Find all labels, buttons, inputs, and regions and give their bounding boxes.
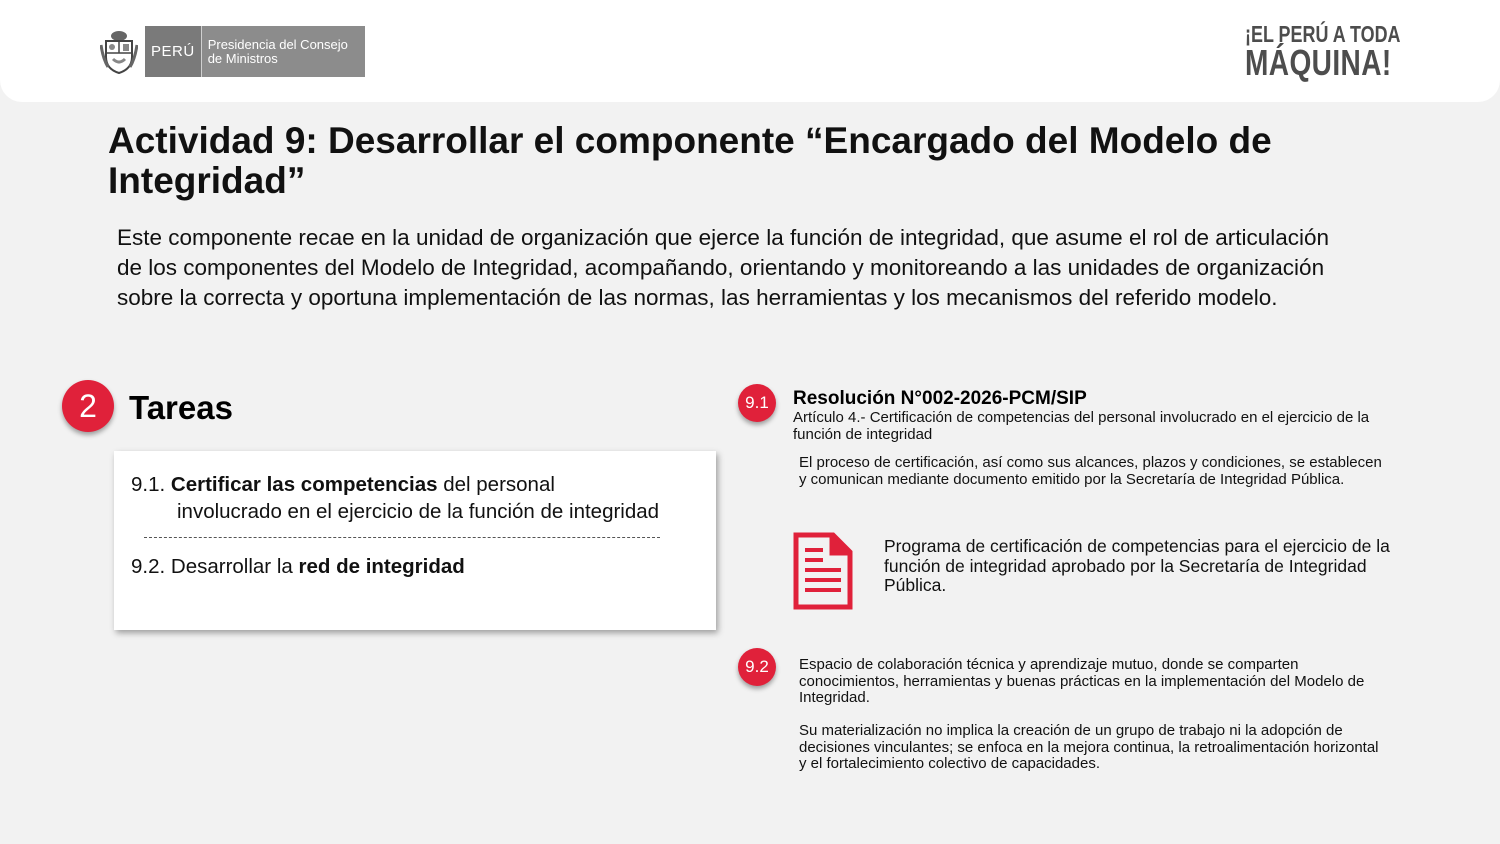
network-materialization: Su materialización no implica la creación de un grupo de trabajo ni la adopción de decisiones vinculantes; se enfoca en la mejora continua, la retroalimentación horizontal y el fortalecimiento colectivo de capacidades. — [799, 722, 1379, 772]
resolution-article: Artículo 4.- Certificación de competencias del personal involucrado en el ejercicio de la función de integridad — [793, 409, 1370, 443]
dashed-divider — [144, 537, 660, 538]
slogan — [1245, 21, 1401, 83]
task-rest: del personal — [437, 473, 555, 496]
resolution-title: Resolución N°002-2026-PCM/SIP — [793, 388, 1087, 409]
network-description: Espacio de colaboración técnica y aprendizaje mutuo, donde se comparten conocimientos, herramientas y buenas prácticas en la implementación del Modelo de Integridad. — [799, 656, 1365, 706]
section-number-badge: 2 — [62, 380, 114, 432]
task-item-9-1 — [131, 471, 711, 525]
badge-9-2: 9.2 — [738, 648, 776, 686]
page-title: Actividad 9: Desarrollar el componente “Encargado del Modelo de Integridad” — [108, 120, 1272, 201]
badge-9-1: 9.1 — [738, 384, 776, 422]
task-line-2: involucrado en el ejercicio de la función de integridad — [177, 500, 660, 523]
institution-label: Presidencia del Consejo de Ministros — [207, 36, 348, 66]
logo-banner — [145, 26, 365, 77]
task-bold: Certificar las competencias — [170, 473, 438, 496]
slogan-line-2: MÁQUINA! — [1245, 42, 1392, 83]
tasks-heading: Tareas — [129, 389, 233, 426]
certification-program-text: Programa de certificación de competencias para el ejercicio de la función de integridad aprobado por la Secretaría de Integridad Pública. — [884, 536, 1390, 595]
coat-of-arms-icon — [100, 29, 138, 75]
task-bold: red de integridad — [298, 555, 465, 578]
certification-process-text: El proceso de certificación, así como sus alcances, plazos y condiciones, se establecen y comunican mediante documento emitido por la Secretaría de Integridad Pública. — [799, 454, 1382, 488]
country-label: PERÚ — [145, 26, 202, 77]
slogan-line-1: ¡EL PERÚ A TODA — [1245, 21, 1401, 47]
document-icon — [793, 532, 853, 610]
intro-paragraph: Este componente recae en la unidad de organización que ejerce la función de integridad, que asume el rol de articulación de los componentes del Modelo de Integridad, acompañando, orientando y monitoreando a las unidades de organización sobre la correcta y oportuna implementación de las normas, las herramientas y los mecanismos del referido modelo. — [117, 225, 1330, 310]
task-item-9-2 — [131, 553, 465, 580]
pcm-logo — [100, 26, 365, 77]
task-prefix: 9.2. Desarrollar la — [131, 555, 299, 578]
page-header — [0, 0, 1500, 102]
task-prefix: 9.1. — [131, 473, 171, 496]
tasks-card — [114, 451, 716, 630]
